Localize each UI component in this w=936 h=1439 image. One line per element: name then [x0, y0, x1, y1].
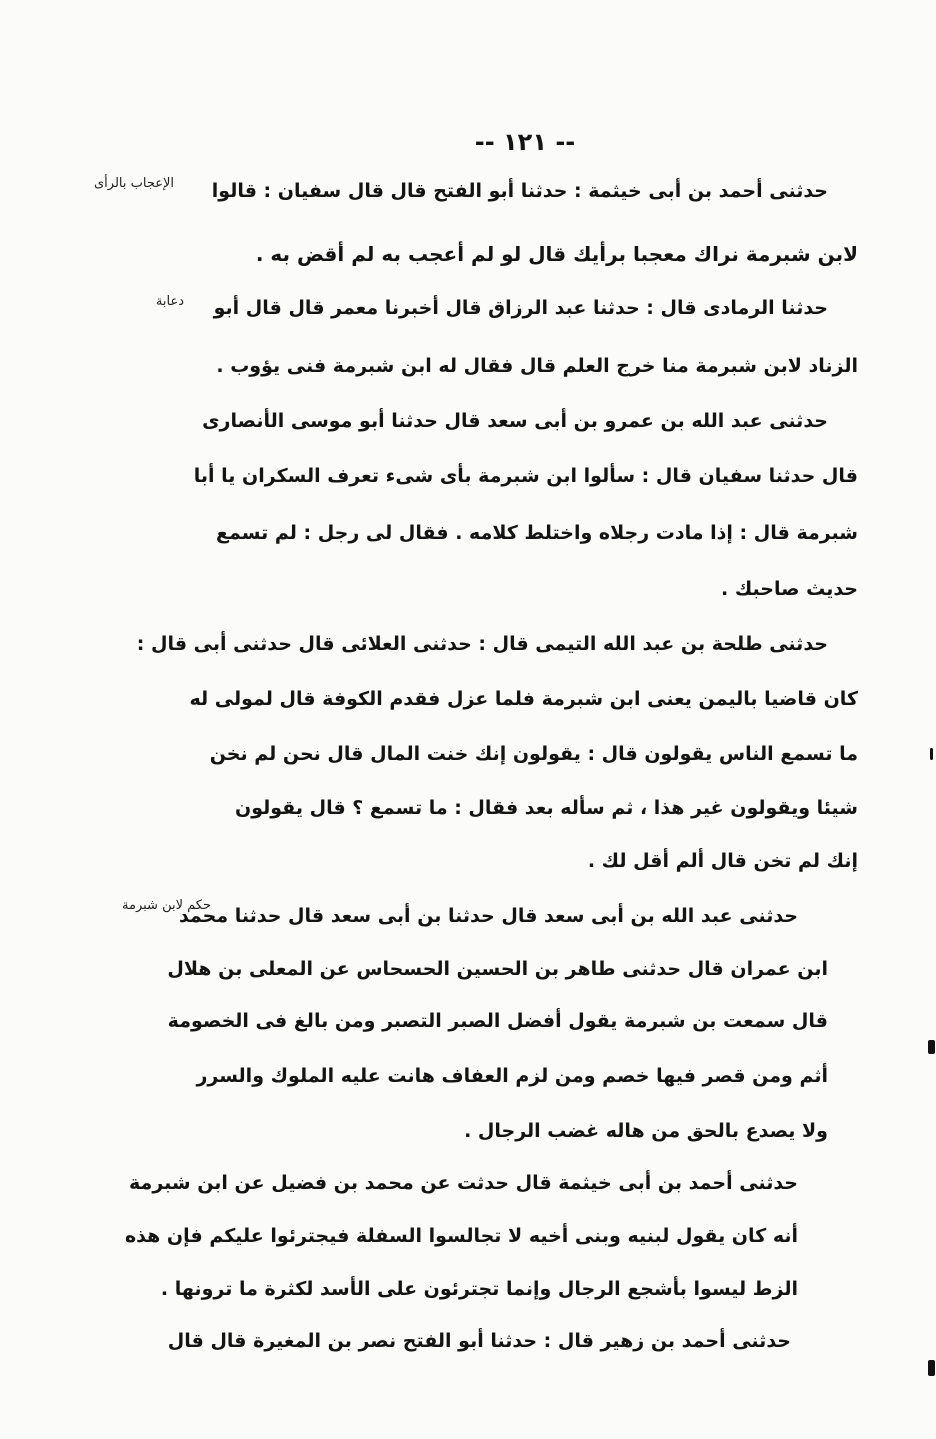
text-line: إنك لم تخن قال ألم أقل لك .	[587, 850, 858, 872]
text-line: شيئا ويقولون غير هذا ، ثم سأله بعد فقال : ما تسمع ؟ قال يقولون	[235, 797, 858, 819]
text-line: قال سمعت بن شبرمة يقول أفضل الصبر التصبر ومن بالغ فى الخصومة	[167, 1010, 828, 1032]
text-line: ولا يصدع بالحق من هاله غضب الرجال .	[464, 1120, 828, 1142]
page-number: -- ١٢١ --	[474, 128, 576, 156]
scan-artifact	[928, 1360, 935, 1376]
text-line: حديث صاحبك .	[721, 578, 858, 600]
text-line: الزناد لابن شبرمة منا خرج العلم قال فقال له ابن شبرمة فنى يؤوب .	[216, 355, 858, 377]
text-line: حدثنى أحمد بن زهير قال : حدثنا أبو الفتح نصر بن المغيرة قال قال	[167, 1330, 791, 1352]
text-line: الزط ليسوا بأشجع الرجال وإنما تجترئون على الأسد لكثرة ما ترونها .	[160, 1278, 798, 1300]
text-line: قال حدثنا سفيان قال : سألوا ابن شبرمة بأى شىء تعرف السكران يا أبا	[193, 465, 858, 487]
text-line: حدثنى أحمد بن أبى خيثمة قال حدثت عن محمد بن فضيل عن ابن شبرمة	[129, 1172, 798, 1194]
scan-artifact	[930, 748, 933, 760]
margin-note-admiration: الإعجاب بالرأى	[93, 176, 174, 191]
scan-artifact	[928, 1040, 935, 1054]
text-line: شبرمة قال : إذا مادت رجلاه واختلط كلامه . فقال لى رجل : لم تسمع	[216, 522, 858, 544]
text-line: حدثنى عبد الله بن أبى سعد قال حدثنا بن أبى سعد قال حدثنا محمد	[178, 905, 798, 927]
text-line: ما تسمع الناس يقولون قال : يقولون إنك خنت المال قال نحن لم نخن	[209, 743, 858, 765]
margin-note-wisdom: حكم لابن شبرمة	[122, 898, 211, 913]
margin-note-jest: دعابة	[155, 294, 184, 309]
text-line: أثم ومن قصر فيها خصم ومن لزم العفاف هانت عليه الملوك والسرر	[196, 1065, 828, 1087]
text-line: حدثنى طلحة بن عبد الله التيمى قال : حدثنى العلائى قال حدثنى أبى قال :	[136, 633, 828, 655]
text-line: كان قاضيا باليمن يعنى ابن شبرمة فلما عزل فقدم الكوفة قال لمولى له	[189, 688, 858, 710]
text-line: حدثنى أحمد بن أبى خيثمة : حدثنا أبو الفتح قال قال سفيان : قالوا	[211, 180, 828, 202]
text-line: ابن عمران قال حدثنى طاهر بن الحسين الحسحاس عن المعلى بن هلال	[167, 958, 828, 980]
text-line: حدثنا الرمادى قال : حدثنا عبد الرزاق قال أخبرنا معمر قال قال أبو	[213, 297, 828, 319]
text-line: أنه كان يقول لبنيه وبنى أخيه لا تجالسوا السفلة فيجترئوا عليكم فإن هذه	[124, 1225, 798, 1247]
text-line: حدثنى عبد الله بن عمرو بن أبى سعد قال حدثنا أبو موسى الأنصارى	[202, 410, 828, 432]
text-line: لابن شبرمة نراك معجبا برأيك قال لو لم أعجب به لم أقض به .	[255, 242, 858, 266]
